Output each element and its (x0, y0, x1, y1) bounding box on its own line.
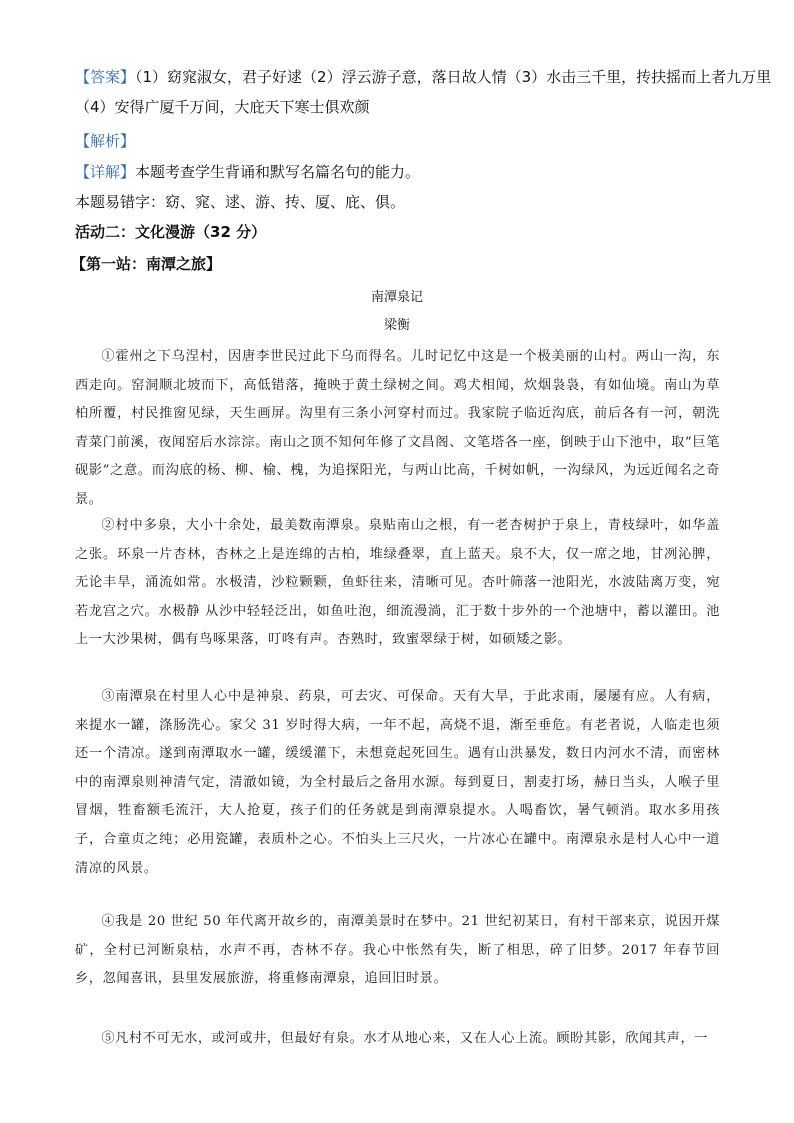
article-paragraph-5: ⑤凡村不可无水，或河或井，但最好有泉。水才从地心来，又在人心上流。顾盼其影，欣闻其声，一 (101, 1031, 709, 1046)
answer-line-2 (75, 97, 725, 117)
article-paragraph-2: ②村中多泉，大小十余处，最美数南潭泉。泉贴南山之根，有一老杏树护于泉上，青枝绿叶，如华盖之张。环泉一片杏林，杏林之上是连绵的古柏，堆绿叠翠，直上蓝天。泉不大，仅一席之地，甘冽沁脾，无论丰旱，涌流如常。水极清，沙粒颗颗，鱼虾往来，清晰可见。杏叶筛落一池阳光，水波陆离万变，宛若龙宫之穴。水极静 从沙中轻轻泛出，如鱼吐泡，细流漫淌，汇于数十步外的一个池塘中，蓄以灌田。池上一大沙果树，偶有鸟啄果落，叮咚有声。杏熟时，致蜜翠绿于树，如硕矮之影。 (75, 518, 720, 648)
answer-line-1 (75, 67, 772, 87)
station-title-text: 【第一站：南潭之旅】 (71, 255, 222, 273)
article-paragraph-3: ③南潭泉在村里人心中是神泉、药泉，可去灾、可保命。天有大旱，于此求雨，屡屡有应。人有病，来提水一罐，涤肠洗心。家父 31 岁时得大病，一年不起，高烧不退，渐至垂危。有老者说，人临走也须还一个清凉。遂到南潭取水一罐，缓缓灌下，未想竟起死回生。遇有山洪暴发，数日内河水不清，而密林中的南潭泉则神清气定，清澈如镜，为全村最后之备用水源。每到夏日，割麦打场，赫日当头，人喉子里冒烟，牲畜额毛流汗，大人抢夏，孩子们的任务就是到南潭泉提水。人喝畜饮，暑气顿消。取水多用孩子，合童贞之纯；必用瓷罐，表质朴之心。不怕头上三尺火，一片冰心在罐中。南潭泉永是村人心中一道清凉的风景。 (75, 689, 720, 876)
answer-text-1: （1）窈窕淑女，君子好逑（2）浮云游子意，落日故人情（3）水击三千里，抟扶摇而上者九万里 (135, 68, 772, 86)
analysis-tag: 【解析】 (75, 132, 136, 150)
detail-tag: 【详解】 (75, 163, 136, 181)
article-paragraph-4: ④我是 20 世纪 50 年代离开故乡的，南潭美景时在梦中。21 世纪初某日，有村干部来京，说因开煤矿，全村已河断泉枯，水声不再，杏林不存。我心中怅然有失，断了相思，碎了旧梦。2017 年春节回乡，忽闻喜讯，县里发展旅游，将重修南潭泉，追回旧时景。 (75, 914, 720, 987)
article-title: 南潭泉记 (370, 290, 423, 305)
activity-title (75, 222, 725, 242)
detail-text: 本题考查学生背诵和默写名篇名句的能力。 (135, 163, 421, 181)
answer-tag: 【答案】 (75, 68, 136, 86)
answer-text-2: （4）安得广厦千万间，大庇天下寒士俱欢颜 (75, 98, 370, 116)
station-title (71, 254, 721, 274)
detail-line (75, 162, 725, 182)
activity-title-text: 活动二：文化漫游（32 分） (75, 223, 267, 241)
article-author: 梁衡 (383, 318, 410, 333)
error-words-text: 本题易错字：窈、窕、逑、游、抟、厦、庇、俱。 (75, 193, 406, 211)
error-words-line (75, 192, 725, 212)
article-paragraph-1: ①霍州之下乌涅村，因唐李世民过此下乌而得名。儿时记忆中这是一个极美丽的山村。两山一沟，东西走向。窑洞顺北坡而下，高低错落，掩映于黄土绿树之间。鸡犬相闻，炊烟袅袅，有如仙境。南山为草柏所覆，村民推窗见绿，天生画屏。沟里有三条小河穿村而过。我家院子临近沟底，前后各有一河，朝洗青菜门前溪，夜闻窑后水淙淙。南山之顶不知何年修了文昌阁、文笔塔各一座，倒映于山下池中，取“巨笔砚影”之意。而沟底的杨、柳、榆、槐，为追探阳光，与两山比高，千树如帆，一沟绿风，为远近闻名之奇景。 (75, 349, 720, 507)
analysis-heading (75, 131, 725, 151)
